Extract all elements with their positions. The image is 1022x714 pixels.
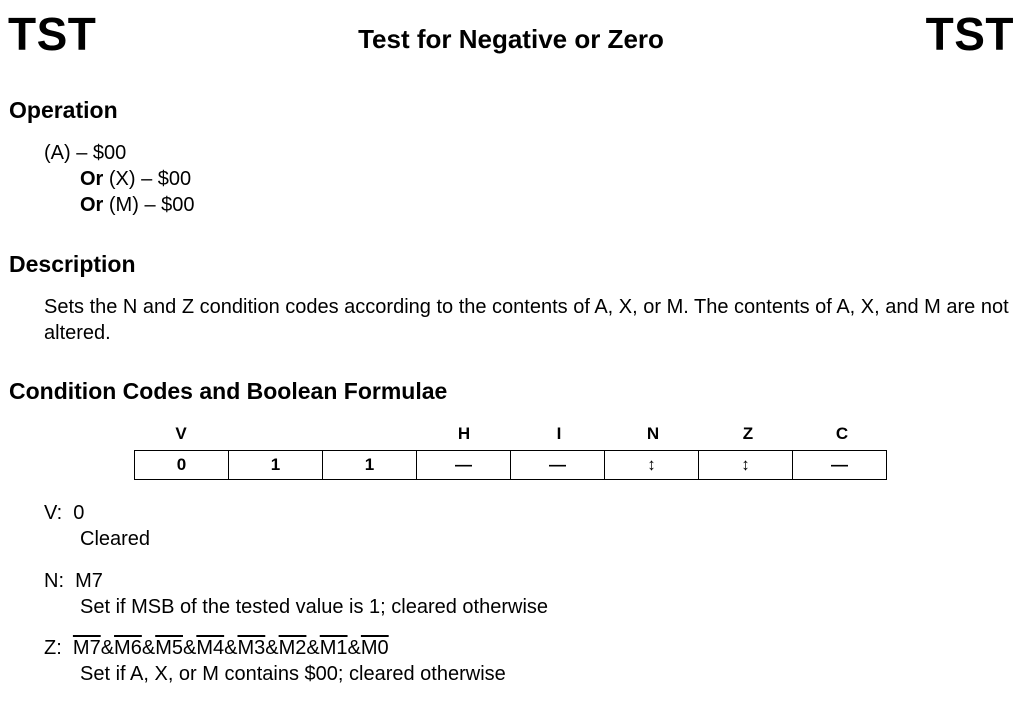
formula-z-op: & — [306, 637, 320, 659]
description-heading: Description — [9, 251, 136, 277]
flag-value-i: — — [511, 451, 605, 480]
formula-n-expr: M7 — [75, 570, 103, 592]
formula-z-flag: Z: — [44, 637, 62, 659]
flag-value-bit5: 1 — [323, 451, 417, 480]
formula-z-term: M6 — [114, 637, 142, 659]
description-text: Sets the N and Z condition codes according to the contents of A, X, or M. The contents of A, X, and M are not altered. — [44, 296, 1009, 344]
mnemonic-left: TST — [8, 8, 97, 60]
page-title: Test for Negative or Zero — [358, 24, 664, 54]
formula-n-flag: N: — [44, 570, 64, 592]
formula-z-term: M1 — [319, 637, 348, 659]
flag-value-c: — — [793, 451, 887, 480]
formula-z-term: M7 — [72, 637, 101, 659]
flag-value-row — [135, 451, 887, 480]
formula-z-term: M4 — [196, 637, 225, 659]
condition-code-register-table — [134, 450, 887, 480]
flag-header-c: C — [835, 424, 849, 443]
operation-line-3-text: (M) – $00 — [103, 194, 195, 216]
formula-n — [44, 568, 548, 620]
operation-line-3 — [80, 192, 195, 218]
formula-z-term: M0 — [360, 637, 389, 659]
flag-header-z: Z — [742, 424, 754, 443]
flag-header-h: H — [457, 424, 471, 443]
formula-z-term: M3 — [237, 637, 266, 659]
formula-z-term: M5 — [155, 637, 183, 659]
flag-header-n: N — [646, 424, 660, 443]
flag-header-v: V — [175, 424, 187, 443]
flag-value-n: ↕ — [605, 451, 699, 480]
formula-v — [44, 500, 150, 552]
condition-codes-heading: Condition Codes and Boolean Formulae — [9, 378, 448, 404]
formula-z-desc: Set if A, X, or M contains $00; cleared otherwise — [80, 663, 506, 685]
operation-line-1: (A) – $00 — [44, 142, 127, 164]
formula-z-op: & — [265, 637, 279, 659]
formula-n-desc: Set if MSB of the tested value is 1; cleared otherwise — [80, 596, 549, 618]
mnemonic-right: TST — [925, 8, 1014, 60]
operation-line-2 — [80, 166, 191, 192]
formula-z-term: M2 — [278, 637, 307, 659]
operation-heading: Operation — [9, 97, 118, 123]
formula-v-expr: 0 — [73, 502, 85, 524]
formula-v-desc: Cleared — [80, 528, 151, 550]
or-keyword: Or — [80, 194, 104, 216]
formula-z-op: & — [182, 637, 197, 659]
flag-value-z: ↕ — [699, 451, 793, 480]
flag-header-i: I — [556, 424, 562, 443]
formula-z-op: & — [224, 637, 238, 659]
flag-value-v: 0 — [135, 451, 229, 480]
flag-value-h: — — [417, 451, 511, 480]
formula-z-op: & — [100, 637, 115, 659]
formula-z-op: & — [141, 637, 156, 659]
flag-value-bit6: 1 — [229, 451, 323, 480]
formula-z — [44, 635, 506, 687]
or-keyword: Or — [80, 168, 104, 190]
operation-line-2-text: (X) – $00 — [103, 168, 192, 190]
formula-z-op: & — [347, 637, 361, 659]
formula-v-flag: V: — [44, 502, 63, 524]
formula-z-expr — [73, 637, 389, 659]
